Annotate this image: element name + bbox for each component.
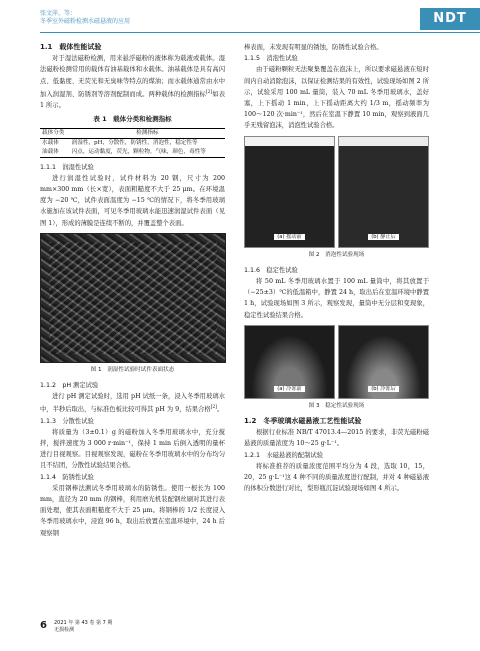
table-cell: 润湿性，pH，分散性，防锈性，消泡性，稳定性等 (71, 139, 198, 146)
subsection-heading: 1.2.1 水磁悬液的配制试验 (244, 451, 323, 459)
figure-caption: 图 3 稳定性试验现场 (308, 402, 365, 409)
paragraph: 将标准推荐的质量浓度范围平均分为 4 段，选取 10，15，20，25 g·L⁻¹这 4 种不同的质量浓度进行配制，并对 4 种磁悬液的体积分数进行对比，梨形瓶沉淀试验现场如图 4 所示。 (244, 462, 429, 493)
table-header-row (40, 128, 225, 138)
running-header (40, 10, 130, 26)
subsection-heading: 1.1.5 消泡性试验 (244, 55, 298, 63)
carrier-table (40, 128, 225, 158)
journal-logo: NDT (420, 8, 480, 30)
right-column (244, 42, 429, 494)
journal-name: 无损检测 (54, 627, 75, 633)
issue-line: 2021 年 第 43 卷 第 7 期 (54, 620, 113, 626)
table-row (40, 148, 225, 158)
photo-label: (a) 摇动前 (274, 234, 304, 240)
table-cell: 水载体 (42, 139, 59, 146)
stability-photos (244, 325, 429, 399)
section-heading: 1.1 载体性能试验 (40, 43, 102, 51)
figure-caption: 图 2 消泡性试验现场 (308, 251, 365, 258)
paragraph: 将质量为（3±0.1）g 的磁粉加入冬季用玻璃水中，充分搅拌，搅拌速度为 3 000 r·min⁻¹，保持 1 min 后倒入透明的量杯进行目视观察。目视观察发现，磁粉在冬季用玻璃水中的分布均匀且不结团，分散性试验结果合格。 (40, 428, 225, 470)
paragraph: 采用钢棒法测试冬季用玻璃水的防锈性。使用一根长为 100 mm，直径为 20 mm 的钢棒，利用磨光机装配钢丝刷对其进行表面处理，使其表面粗糙度不大于 25 μm。将钢棒的 1/2 长度浸入冬季用玻璃水中，浸泡 96 h，取出后放置在室温环境中，24 h 后观察钢 (40, 484, 225, 537)
page-header (0, 0, 480, 36)
citation: [2] (205, 89, 213, 95)
table-caption: 表 1 载体分类和检测指标 (93, 115, 172, 124)
paragraph: 根据行业标准 NB/T 47013.4—2015 的要求，非荧光磁粉磁悬液的质量浓度为 10～25 g·L⁻¹。 (244, 429, 429, 448)
header-authors: 张文萍，等： (40, 10, 77, 17)
paragraph: 由于磁粉颗粒无法聚集覆盖在泡沫上，所以要求磁悬液在短时间内自动消除泡沫，以保证检测结果的有效性，试验现场如图 2 所示，试验采用 100 mL 量筒，装入 70 mL 冬季用玻璃水，盖好塞，上下摇动 1 min，上下摇动距离大约 1/3 m，摇动频率为 100～120 次·min⁻¹，然后在室温下静置 10 min，观察到液面几乎无残留泡沫，消泡性试验合格。 (244, 66, 429, 130)
table-header: 检测指标 (136, 129, 159, 136)
paragraph: 对于湿法磁粉检测，用来悬浮磁粉的液体称为载液或载体。湿法磁粉检测常用的载体有油基载体和水载体。油基载体是具有高闪点、低黏度、无荧光和无臭味等特点的煤油；而水载体通常由水中加入润湿剂、防锈剂等溶剂配制而成。两种载体的检测指标[2]如表 1 所示。 (40, 55, 226, 110)
subsection-heading: 1.1.6 稳定性试验 (244, 266, 298, 274)
page-number: 6 (40, 620, 47, 631)
photo-label: (a) 冷冻前 (274, 386, 304, 392)
specimen-surface-photo (40, 233, 226, 363)
photo-label: (b) 静止后 (368, 234, 399, 240)
photo-after-freezing (338, 325, 429, 399)
citation: [2] (210, 405, 218, 411)
header-title: 冬季室外磁粉检测水磁悬液的应用 (40, 18, 131, 25)
figure-caption: 图 1 润湿性试验时试件表面状态 (90, 366, 175, 373)
issue-info (54, 620, 174, 634)
section-heading: 1.2 冬季玻璃水磁悬液工艺性能试验 (244, 417, 362, 426)
defoaming-photos (244, 136, 429, 248)
left-column (40, 42, 225, 539)
paragraph: 进行润湿性试验时，试件材料为 20 钢，尺寸为 200 mm×300 mm（长×宽），表面粗糙度不大于 25 μm。在环境温度为 −20 ℃，试件表面温度为 −15 ℃的情况下，将冬季用玻璃水施加在该试件表面，可见冬季用玻璃水能迅速润湿试件表面（见图 1），形成的薄膜是连续不断的，并覆盖整个表面。 (40, 174, 225, 227)
photo-before-shaking (244, 136, 335, 248)
photo-label: (b) 冷冻后 (368, 386, 399, 392)
table-cell: 闪点，运动黏度，荧光，颗粒物，气味，颜色，毒性等 (71, 148, 206, 155)
photo-before-freezing (244, 325, 335, 399)
subsection-heading: 1.1.1 润湿性试验 (40, 163, 94, 171)
paragraph: 棒表面，未发现有明显的锈蚀，防锈性试验合格。 (244, 44, 383, 51)
subsection-heading: 1.1.4 防锈性试验 (40, 473, 94, 481)
photo-after-standing (338, 136, 429, 248)
header-rule (40, 32, 480, 33)
subsection-heading: 1.1.3 分散性试验 (40, 417, 94, 425)
paragraph: 进行 pH 测定试验时，选用 pH 试纸一条，浸入冬季用玻璃水中，半秒后取出，与标准色板比较可得其 pH 为 9，结果合格[2]。 (40, 393, 225, 414)
subsection-heading: 1.1.2 pH 测定试验 (40, 381, 99, 389)
table-header: 载体分类 (42, 129, 65, 136)
table-cell: 油载体 (42, 148, 59, 155)
paragraph: 将 50 mL 冬季用玻璃水置于 100 mL 量筒中，将其放置于（−25±3）℃的低温箱中，静置 24 h，取出后在室温环境中静置 1 h，试验现场如图 3 所示，观察发现，量筒中无分层和变现象，稳定性试验结果合格。 (244, 278, 429, 319)
table-row (40, 138, 225, 148)
